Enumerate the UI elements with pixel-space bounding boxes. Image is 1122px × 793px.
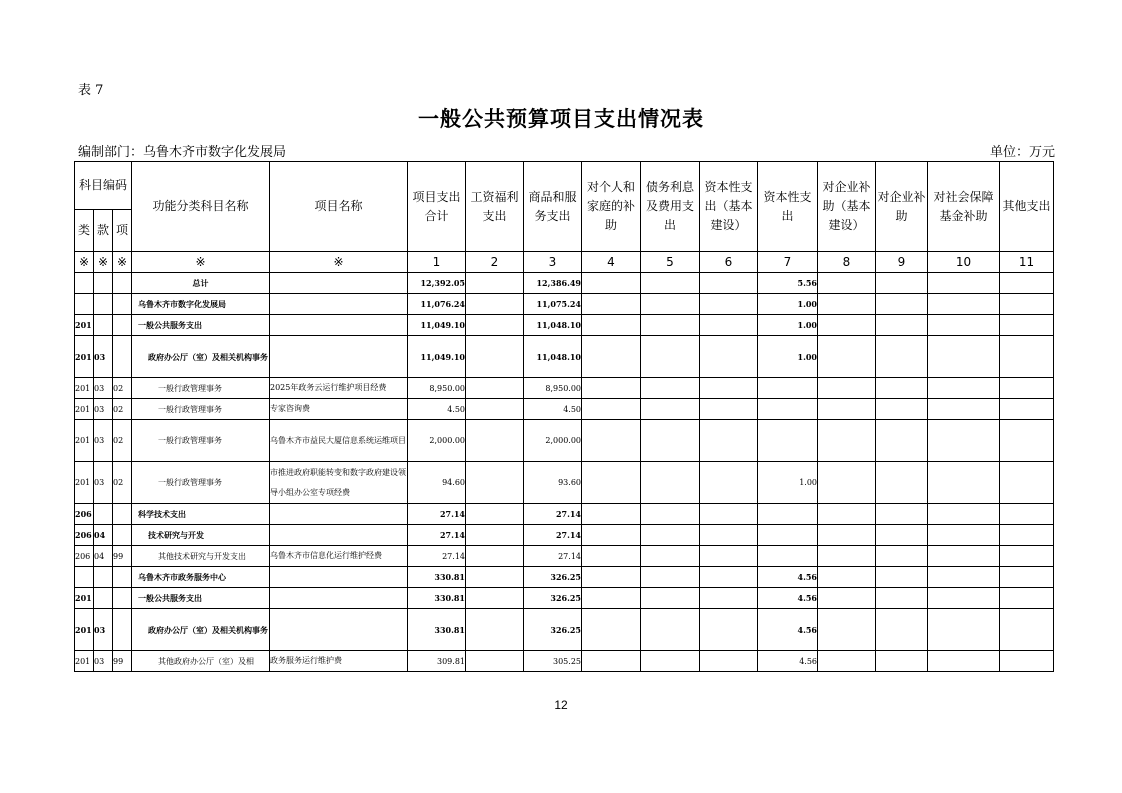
cell-total: 2,000.00 [408,420,466,462]
cell-lei [75,273,94,294]
seq-cell: ※ [132,252,270,273]
cell-lei: 201 [75,588,94,609]
cell-xiang: 02 [113,462,132,504]
cell-function-name: 乌鲁木齐市数字化发展局 [132,294,270,315]
cell-lei: 201 [75,399,94,420]
cell-capital: 1.00 [758,336,818,378]
header-enterprise-subsidy: 对企业补助 [876,162,928,252]
table-row [75,273,1054,294]
cell-kuan [94,273,113,294]
cell-kuan: 03 [94,336,113,378]
page-title: 一般公共预算项目支出情况表 [418,107,704,131]
cell-goods: 12,386.49 [524,273,582,294]
cell-lei [75,567,94,588]
sequence-row [75,252,1054,273]
cell-capital [758,378,818,399]
cell-function-name: 一般行政管理事务 [132,399,270,420]
cell-total: 27.14 [408,525,466,546]
seq-cell: 8 [818,252,876,273]
cell-kuan: 03 [94,420,113,462]
cell-goods: 11,048.10 [524,336,582,378]
cell-kuan [94,315,113,336]
table-row [75,609,1054,651]
cell-lei: 206 [75,546,94,567]
cell-project-name [270,525,408,546]
table-row [75,567,1054,588]
cell-goods: 11,075.24 [524,294,582,315]
cell-project-name [270,336,408,378]
cell-function-name: 总计 [132,273,270,294]
seq-cell: 11 [1000,252,1054,273]
cell-project-name [270,567,408,588]
cell-function-name: 政府办公厅（室）及相关机构事务 [132,609,270,651]
cell-goods: 2,000.00 [524,420,582,462]
cell-function-name: 技术研究与开发 [132,525,270,546]
cell-capital: 1.00 [758,294,818,315]
cell-capital: 1.00 [758,315,818,336]
cell-kuan [94,567,113,588]
cell-goods: 326.25 [524,588,582,609]
cell-goods: 11,048.10 [524,315,582,336]
header-goods-services: 商品和服务支出 [524,162,582,252]
cell-function-name: 一般公共服务支出 [132,588,270,609]
header-social-security-subsidy: 对社会保障基金补助 [928,162,1000,252]
cell-xiang [113,294,132,315]
header-enterprise-subsidy-construction: 对企业补助（基本建设） [818,162,876,252]
header-debt-interest: 债务利息及费用支出 [641,162,700,252]
cell-total: 11,076.24 [408,294,466,315]
cell-lei: 201 [75,651,94,672]
seq-cell: 7 [758,252,818,273]
cell-capital [758,525,818,546]
cell-xiang [113,336,132,378]
seq-cell: 3 [524,252,582,273]
seq-cell: 9 [876,252,928,273]
cell-capital: 4.56 [758,651,818,672]
cell-goods: 305.25 [524,651,582,672]
cell-capital [758,546,818,567]
cell-goods: 93.60 [524,462,582,504]
seq-cell: ※ [75,252,94,273]
table-number: 表 7 [78,83,104,98]
cell-kuan: 04 [94,525,113,546]
cell-kuan [94,504,113,525]
compiling-department: 编制部门：乌鲁木齐市数字化发展局 [78,145,287,160]
cell-project-name: 专家咨询费 [270,399,408,420]
cell-function-name: 乌鲁木齐市政务服务中心 [132,567,270,588]
cell-project-name: 乌鲁木齐市信息化运行维护经费 [270,546,408,567]
cell-function-name: 一般公共服务支出 [132,315,270,336]
cell-xiang [113,504,132,525]
cell-xiang [113,567,132,588]
cell-project-name: 2025年政务云运行维护项目经费 [270,378,408,399]
header-subject-code: 科目编码 [75,162,132,210]
cell-lei [75,294,94,315]
budget-table [74,161,1054,672]
cell-kuan: 03 [94,399,113,420]
seq-cell: ※ [113,252,132,273]
cell-xiang: 02 [113,399,132,420]
cell-lei: 206 [75,525,94,546]
cell-lei: 201 [75,378,94,399]
cell-capital: 4.56 [758,567,818,588]
seq-cell: 1 [408,252,466,273]
cell-goods: 326.25 [524,609,582,651]
cell-lei: 201 [75,420,94,462]
table-row [75,504,1054,525]
cell-kuan: 03 [94,609,113,651]
header-lei: 类 [75,210,94,252]
table-row [75,588,1054,609]
cell-total: 330.81 [408,588,466,609]
seq-cell: 2 [466,252,524,273]
cell-total: 330.81 [408,609,466,651]
table-row [75,336,1054,378]
header-wages: 工资福利支出 [466,162,524,252]
cell-xiang: 99 [113,546,132,567]
cell-function-name: 一般行政管理事务 [132,462,270,504]
cell-kuan: 03 [94,651,113,672]
cell-xiang [113,609,132,651]
header-other: 其他支出 [1000,162,1054,252]
table-row [75,399,1054,420]
cell-project-name: 政务服务运行维护费 [270,651,408,672]
seq-cell: 10 [928,252,1000,273]
seq-cell: 5 [641,252,700,273]
cell-project-name [270,588,408,609]
cell-capital [758,399,818,420]
seq-cell: 6 [700,252,758,273]
cell-function-name: 政府办公厅（室）及相关机构事务 [132,336,270,378]
cell-function-name: 其他技术研究与开发支出 [132,546,270,567]
cell-kuan: 04 [94,546,113,567]
cell-project-name: 市推进政府职能转变和数字政府建设领导小组办公室专项经费 [270,462,408,504]
table-row [75,294,1054,315]
cell-goods: 27.14 [524,504,582,525]
cell-kuan: 03 [94,462,113,504]
cell-lei: 201 [75,336,94,378]
cell-lei: 206 [75,504,94,525]
cell-function-name: 一般行政管理事务 [132,420,270,462]
unit-label: 单位：万元 [990,145,1056,160]
header-project-name: 项目名称 [270,162,408,252]
table-row [75,462,1054,504]
cell-xiang: 02 [113,420,132,462]
cell-xiang [113,273,132,294]
cell-capital: 1.00 [758,462,818,504]
cell-lei: 201 [75,315,94,336]
table-row [75,525,1054,546]
cell-project-name [270,294,408,315]
cell-goods: 27.14 [524,546,582,567]
cell-goods: 326.25 [524,567,582,588]
header-xiang: 项 [113,210,132,252]
cell-capital: 4.56 [758,609,818,651]
cell-project-name [270,504,408,525]
table-row [75,651,1054,672]
cell-project-name [270,609,408,651]
header-project-total: 项目支出合计 [408,162,466,252]
cell-project-name [270,315,408,336]
cell-capital: 4.56 [758,588,818,609]
cell-total: 8,950.00 [408,378,466,399]
table-row [75,546,1054,567]
table-row [75,315,1054,336]
cell-capital [758,420,818,462]
cell-goods: 27.14 [524,525,582,546]
cell-function-name: 科学技术支出 [132,504,270,525]
cell-xiang: 02 [113,378,132,399]
cell-function-name: 其他政府办公厅（室）及相 [132,651,270,672]
cell-function-name: 一般行政管理事务 [132,378,270,399]
cell-total: 11,049.10 [408,336,466,378]
cell-capital [758,504,818,525]
cell-goods: 4.50 [524,399,582,420]
header-capital-construction: 资本性支出（基本建设） [700,162,758,252]
cell-total: 27.14 [408,504,466,525]
table-row [75,420,1054,462]
cell-total: 4.50 [408,399,466,420]
cell-xiang [113,588,132,609]
cell-total: 309.81 [408,651,466,672]
cell-kuan [94,588,113,609]
header-household-subsidy: 对个人和家庭的补助 [582,162,641,252]
cell-goods: 8,950.00 [524,378,582,399]
header-function-name: 功能分类科目名称 [132,162,270,252]
cell-lei: 201 [75,462,94,504]
cell-project-name: 乌鲁木齐市益民大厦信息系统运维项目 [270,420,408,462]
page-number: 12 [554,698,568,712]
header-kuan: 款 [94,210,113,252]
seq-cell: ※ [94,252,113,273]
table-row [75,378,1054,399]
cell-capital: 5.56 [758,273,818,294]
cell-xiang [113,525,132,546]
cell-total: 11,049.10 [408,315,466,336]
cell-total: 27.14 [408,546,466,567]
cell-lei: 201 [75,609,94,651]
cell-total: 330.81 [408,567,466,588]
cell-kuan: 03 [94,378,113,399]
seq-cell: ※ [270,252,408,273]
cell-xiang [113,315,132,336]
header-capital: 资本性支出 [758,162,818,252]
cell-xiang: 99 [113,651,132,672]
cell-kuan [94,294,113,315]
cell-project-name [270,273,408,294]
cell-total: 94.60 [408,462,466,504]
cell-total: 12,392.05 [408,273,466,294]
seq-cell: 4 [582,252,641,273]
